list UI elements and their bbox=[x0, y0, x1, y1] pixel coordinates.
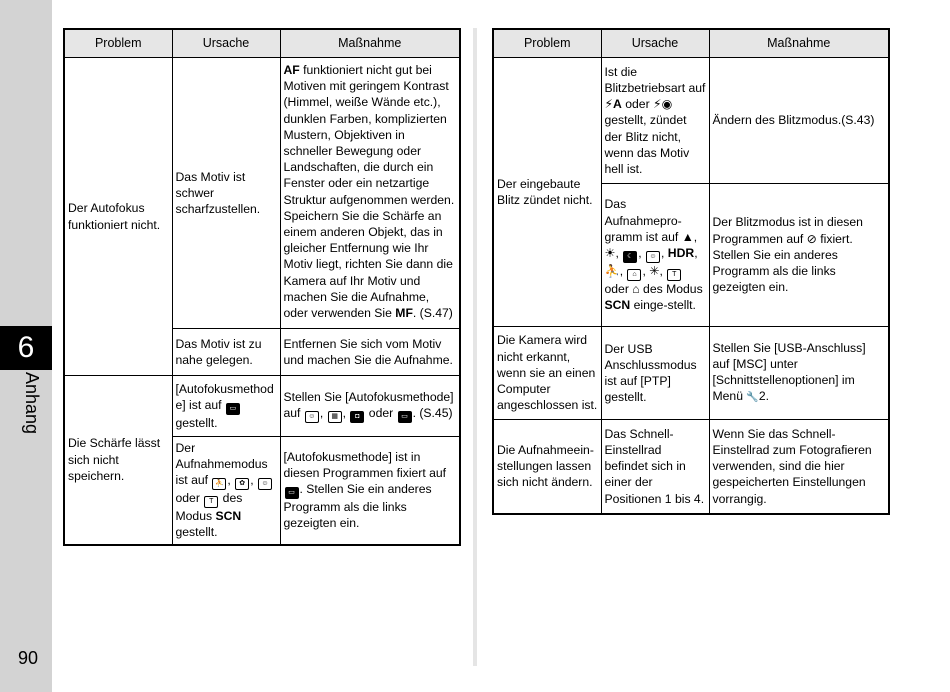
cause-text: Ist die Blitzbetriebsart auf bbox=[604, 64, 706, 95]
cause-cell: Das Motiv ist zu nahe gelegen. bbox=[172, 329, 280, 376]
af-select-icon: ▭ bbox=[285, 487, 299, 499]
af-multi-icon: ▦ bbox=[328, 411, 342, 423]
cause-cell bbox=[172, 376, 280, 437]
cause-text: oder bbox=[175, 491, 204, 506]
action-text: [Autofokusmethode] ist in diesen Programmen fixiert auf bbox=[283, 449, 447, 481]
hdr-label: HDR bbox=[667, 246, 695, 261]
page-ref: . (S.47) bbox=[412, 306, 453, 321]
action-text: . (S.45) bbox=[412, 406, 453, 421]
scn-label: SCN bbox=[215, 509, 242, 524]
header-problem: Problem bbox=[493, 29, 601, 58]
cause-text: oder bbox=[621, 97, 654, 112]
cause-cell: Das Schnell-Einstellrad befindet sich in einer der Positionen 1 bis 4. bbox=[601, 420, 709, 514]
pet-icon: ☺ bbox=[258, 478, 272, 490]
text-mode-icon: T bbox=[204, 496, 218, 508]
museum-icon: ⌂ bbox=[632, 282, 640, 297]
fireworks-icon: ✳ bbox=[649, 264, 660, 279]
cause-text: des Modus bbox=[639, 282, 703, 297]
action-text: Stellen Sie [Autofokusmethode] auf bbox=[283, 389, 454, 421]
header-cause: Ursache bbox=[172, 29, 280, 58]
cause-text: Das Aufnahmepro-gramm ist auf bbox=[604, 197, 682, 244]
problem-cell: Die Aufnahmeein-stellungen lassen sich nicht ändern. bbox=[493, 420, 601, 514]
action-text: . Stellen Sie ein anderes Programm als die links gezeigten ein. bbox=[283, 482, 432, 531]
night-portrait-icon: ☺ bbox=[646, 251, 660, 263]
night-icon: ☾ bbox=[623, 251, 637, 263]
flash-off-icon: ⊘ bbox=[806, 231, 817, 246]
table-row bbox=[493, 58, 889, 184]
text-mode-icon: T bbox=[667, 269, 681, 281]
scn-label: SCN bbox=[604, 298, 631, 313]
cause-text: gestellt. bbox=[175, 525, 218, 540]
header-cause: Ursache bbox=[601, 29, 709, 58]
action-text: fixiert. Stellen Sie ein anderes Programm als die links gezeigten ein. bbox=[712, 231, 853, 295]
column-divider bbox=[473, 28, 477, 666]
cause-cell bbox=[601, 58, 709, 184]
troubleshooting-table-left bbox=[63, 28, 461, 546]
wrench-icon: 🔧 bbox=[746, 392, 759, 404]
table-row bbox=[493, 327, 889, 420]
problem-cell: Die Schärfe lässt sich nicht speichern. bbox=[64, 376, 172, 545]
header-action: Maßnahme bbox=[280, 29, 460, 58]
flash-auto-icon: ⚡A bbox=[604, 97, 622, 112]
sunset-icon: ☀ bbox=[604, 246, 616, 261]
af-select-icon: ▭ bbox=[226, 403, 240, 415]
cause-text: Der Aufnahmemodus ist auf bbox=[175, 440, 268, 488]
action-cell: Stellen Sie [Autofokusmethode] auf ☺ , ▦ , ◘ oder ▭ . (S.45) bbox=[280, 376, 460, 437]
cause-text: gestellt. bbox=[175, 416, 218, 430]
table-row bbox=[64, 58, 460, 329]
action-cell bbox=[280, 437, 460, 545]
action-cell: Entfernen Sie sich vom Motiv und machen Sie die Aufnahme. bbox=[280, 329, 460, 376]
chapter-title: Anhang bbox=[22, 372, 42, 435]
action-text: Der Blitzmodus ist in diesen Programmen auf bbox=[712, 215, 863, 246]
action-cell bbox=[280, 58, 460, 329]
header-action: Maßnahme bbox=[709, 29, 889, 58]
cause-cell: Das Motiv ist schwer scharfzustellen. bbox=[172, 58, 280, 329]
page-number: 90 bbox=[18, 648, 39, 668]
table-header-row bbox=[64, 29, 460, 58]
table-header-row bbox=[493, 29, 889, 58]
action-text: 2. bbox=[758, 389, 769, 404]
action-text: oder bbox=[365, 406, 397, 421]
header-problem: Problem bbox=[64, 29, 172, 58]
cause-cell: Das Aufnahmepro-gramm ist auf ▲, ☀, ☾ , ☺ , HDR, ⛹, ⌂ , ✳, T oder ⌂ des Modus SCN einge-stellt. bbox=[601, 184, 709, 327]
action-text: Stellen Sie [USB-Anschluss] auf [MSC] unter [Schnittstellenoptionen] im Menü bbox=[712, 340, 866, 404]
cause-text: [Autofokusmethode] ist auf bbox=[175, 381, 274, 412]
af-label: AF bbox=[283, 63, 300, 77]
af-face-icon: ☺ bbox=[305, 411, 319, 423]
sport-icon: ⛹ bbox=[212, 478, 226, 490]
cause-text: oder bbox=[604, 282, 633, 297]
museum-mode-icon: ⌂ bbox=[627, 269, 641, 281]
cause-text: des Modus bbox=[175, 491, 243, 524]
cause-text: einge-stellt. bbox=[630, 298, 696, 313]
problem-cell: Die Kamera wird nicht erkannt, wenn sie an einen Computer angeschlossen ist. bbox=[493, 327, 601, 420]
af-spot-icon: ◘ bbox=[350, 411, 364, 423]
macro-icon: ✿ bbox=[235, 478, 249, 490]
flash-redeye-icon: ⚡◉ bbox=[653, 97, 673, 112]
sport-icon: ⛹ bbox=[604, 264, 620, 279]
cause-cell: Der USB Anschlussmodus ist auf [PTP] gestellt. bbox=[601, 327, 709, 420]
problem-cell: Der Autofokus funktioniert nicht. bbox=[64, 58, 172, 376]
chapter-number: 6 bbox=[0, 326, 52, 370]
troubleshooting-table-right bbox=[492, 28, 890, 515]
action-cell: Wenn Sie das Schnell-Einstellrad zum Fotografieren verwenden, sind die hier gespeicherten Einstellungen vorrangig. bbox=[709, 420, 889, 514]
problem-cell: Der eingebaute Blitz zündet nicht. bbox=[493, 58, 601, 327]
mf-label: MF bbox=[395, 306, 413, 321]
af-center-icon: ▭ bbox=[398, 411, 412, 423]
action-cell bbox=[709, 327, 889, 420]
action-text: funktioniert nicht gut bei Motiven mit geringem Kontrast (Himmel, weiße Wände etc.), dunklen Farben, komplizierten Mustern, Objektiven in schneller Bewegung oder Landschaften, die durch ein Fenster oder ein netzartige Struktur aufgenommen werden. Speichern Sie die Schärfe an einem anderen Objekt, das in gleicher Entfernung wie Ihr Motiv liegt, richten Sie dann die Kamera auf Ihr Motiv und machen Sie die Aufnahme, oder verwenden Sie bbox=[283, 63, 455, 321]
cause-text: gestellt, zündet der Blitz nicht, wenn das Motiv hell ist. bbox=[604, 113, 690, 176]
action-cell bbox=[709, 184, 889, 327]
table-row bbox=[493, 420, 889, 514]
landscape-icon: ▲ bbox=[681, 229, 694, 244]
action-cell: Ändern des Blitzmodus.(S.43) bbox=[709, 58, 889, 184]
table-row bbox=[64, 376, 460, 437]
cause-cell: Der Aufnahmemodus ist auf ⛹ , ✿ , ☺ oder T des Modus SCN gestellt. bbox=[172, 437, 280, 545]
